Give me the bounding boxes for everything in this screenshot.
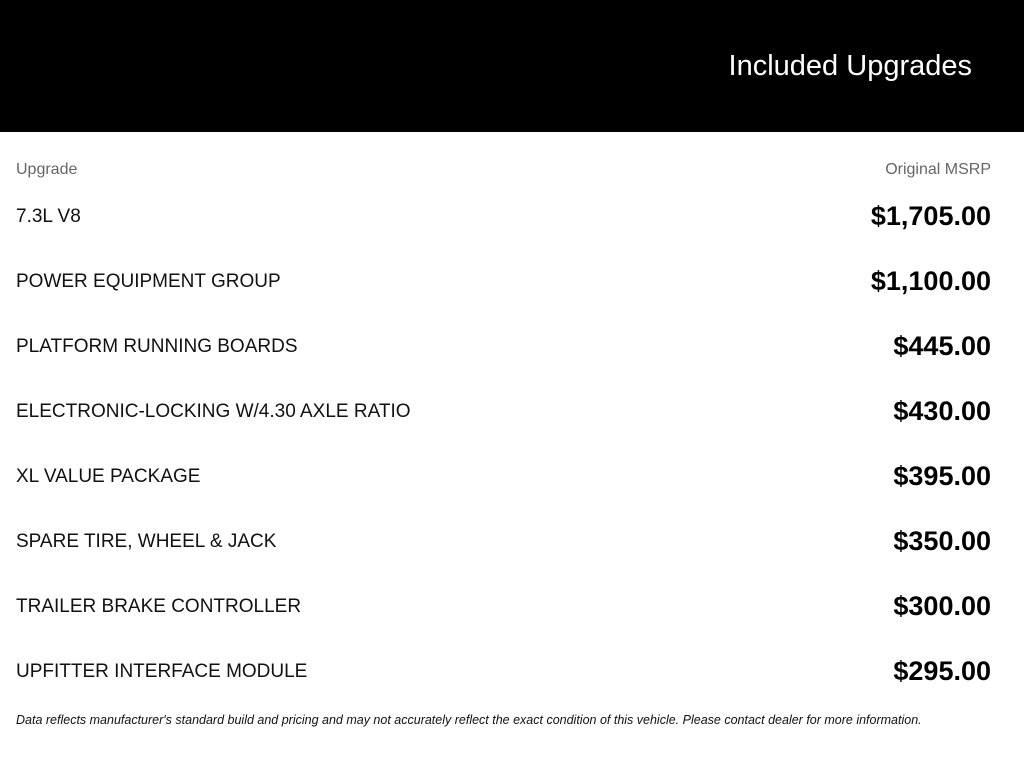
upgrade-row	[16, 315, 991, 380]
column-header-msrp: Original MSRP	[885, 161, 991, 178]
upgrade-name: PLATFORM RUNNING BOARDS	[16, 336, 298, 357]
page-title: Included Upgrades	[728, 50, 972, 82]
disclaimer-text: Data reflects manufacturer's standard build and pricing and may not accurately reflect the exact condition of this vehicle. Please contact dealer for more information.	[16, 713, 922, 727]
upgrade-price: $350.00	[893, 526, 991, 556]
upgrade-row	[16, 510, 991, 575]
upgrade-row	[16, 185, 991, 250]
upgrade-name: XL VALUE PACKAGE	[16, 466, 201, 487]
upgrade-row	[16, 575, 991, 640]
upgrade-price: $1,705.00	[870, 201, 991, 231]
upgrade-name: POWER EQUIPMENT GROUP	[16, 271, 281, 292]
upgrade-price: $1,100.00	[870, 266, 991, 296]
upgrade-price: $300.00	[893, 591, 991, 621]
upgrades-list	[16, 185, 991, 705]
upgrade-name: 7.3L V8	[16, 206, 81, 227]
upgrade-name: TRAILER BRAKE CONTROLLER	[16, 596, 302, 617]
upgrade-row	[16, 380, 991, 445]
upgrade-row	[16, 640, 991, 705]
upgrade-name: ELECTRONIC-LOCKING W/4.30 AXLE RATIO	[16, 401, 411, 422]
upgrade-price: $445.00	[893, 331, 991, 361]
upgrade-row	[16, 250, 991, 315]
header-banner	[0, 0, 1024, 132]
upgrade-name: SPARE TIRE, WHEEL & JACK	[16, 531, 277, 552]
column-header-upgrade: Upgrade	[16, 161, 78, 178]
upgrade-name: UPFITTER INTERFACE MODULE	[16, 661, 308, 682]
upgrade-row	[16, 445, 991, 510]
upgrade-price: $395.00	[893, 461, 991, 491]
upgrade-price: $295.00	[893, 656, 991, 686]
upgrade-price: $430.00	[893, 396, 991, 426]
